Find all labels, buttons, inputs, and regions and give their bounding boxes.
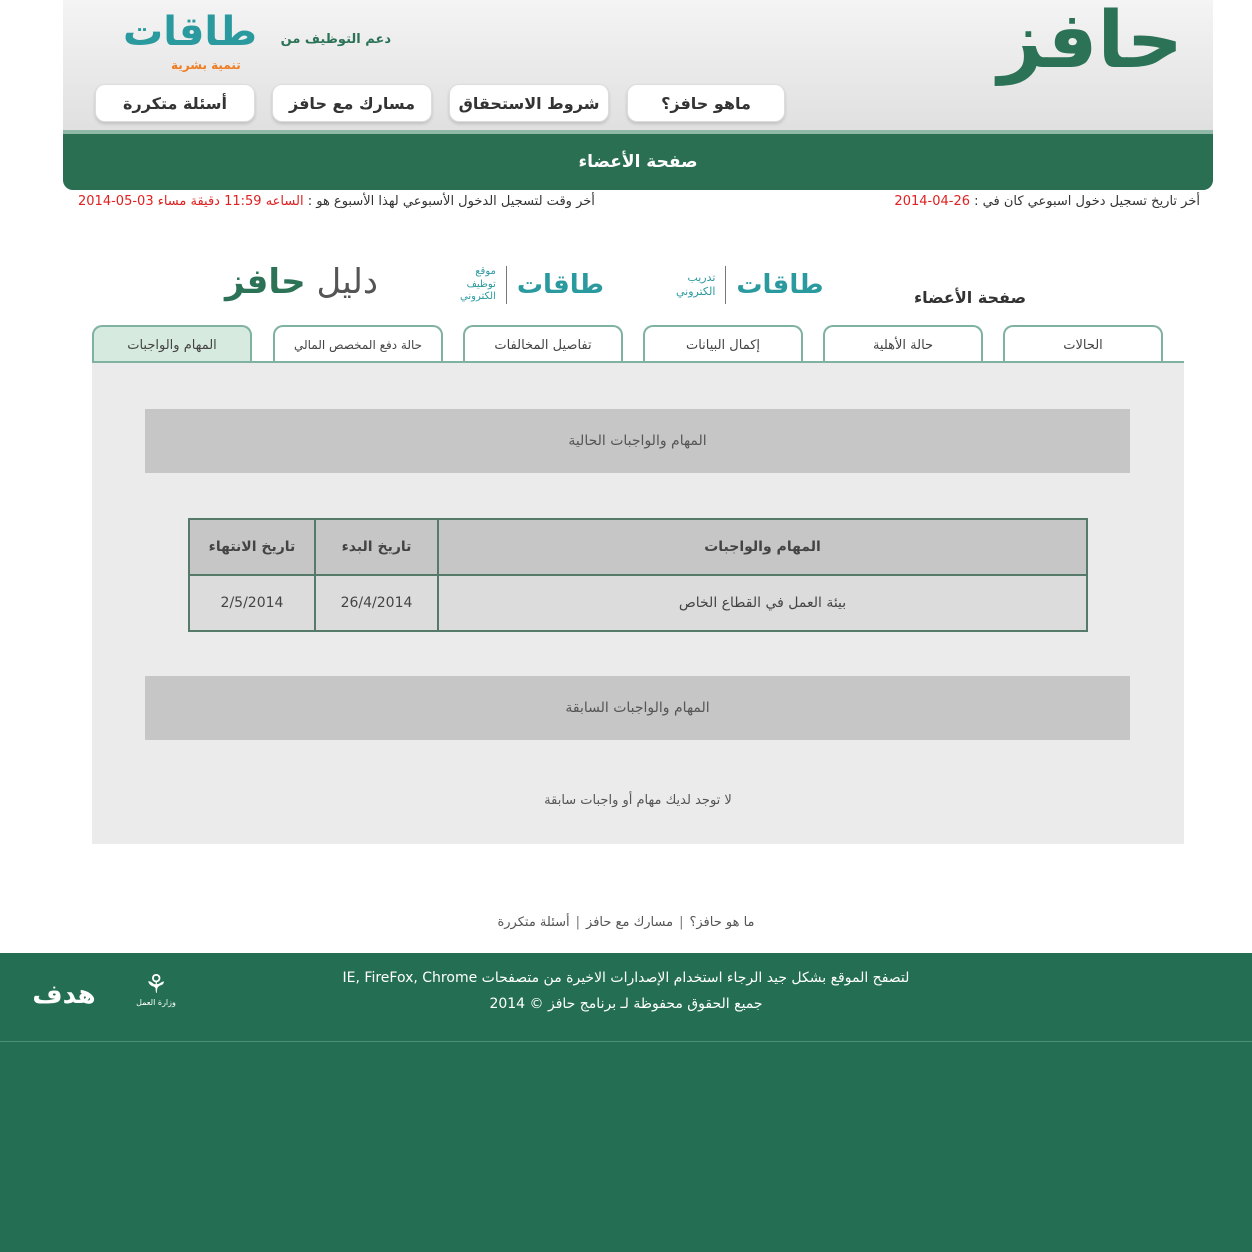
cell-start-date: 26/4/2014 [315, 575, 438, 631]
taqat-jobs-desc [460, 266, 496, 304]
col-header-end-date: تاريخ الانتهاء [189, 519, 315, 575]
last-weekly-login [894, 194, 1200, 209]
nav-your-path[interactable]: مسارك مع حافز [272, 84, 432, 122]
previous-tasks-title: المهام والواجبات السابقة [565, 700, 710, 716]
jobs-desc-line-3: الكتروني [460, 291, 496, 303]
nav-what-is-hafiz[interactable]: ماهو حافز؟ [627, 84, 785, 122]
member-page-title: صفحة الأعضاء [913, 288, 1027, 307]
footer-links [0, 915, 1252, 930]
last-weekly-login-label: أخر تاريخ تسجيل دخول اسبوعي كان في : [974, 194, 1200, 209]
weekly-login-deadline-label: أخر وقت لتسجيل الدخول الأسبوعي لهذا الأسبوع هو : [307, 194, 595, 209]
link-separator: | [575, 915, 581, 930]
link-separator: | [679, 915, 684, 930]
cell-end-date: 2/5/2014 [189, 575, 315, 631]
taqat-training-desc [676, 271, 715, 299]
tasks-panel [92, 363, 1184, 844]
tab-cases[interactable]: الحالات [1003, 325, 1163, 363]
training-desc-line-1: تدريب [687, 271, 716, 285]
taqat-support-text: دعم التوظيف من [280, 32, 391, 47]
current-tasks-title: المهام والواجبات الحالية [568, 433, 707, 449]
taqat-training-logo[interactable] [676, 262, 824, 308]
copyright: جميع الحقوق محفوظة لـ برنامج حافز © 2014 [489, 996, 763, 1012]
hafiz-guide-logo[interactable] [225, 262, 378, 302]
current-tasks-table [188, 518, 1088, 632]
tab-payment-status[interactable]: حالة دفع المخصص المالي [273, 325, 443, 363]
nav-eligibility-conditions[interactable]: شروط الاستحقاق [449, 84, 609, 122]
logo-divider [506, 266, 507, 304]
page-title: صفحة الأعضاء [578, 152, 698, 172]
page-title-bar [63, 130, 1213, 190]
taqat-logo[interactable] [121, 8, 391, 80]
cell-task[interactable]: بيئة العمل في القطاع الخاص [438, 575, 1087, 631]
tab-tasks[interactable]: المهام والواجبات [92, 325, 252, 363]
footer-link-faq[interactable]: أسئلة متكررة [497, 915, 570, 930]
training-desc-line-2: الكتروني [676, 285, 716, 298]
tab-eligibility-status[interactable]: حالة الأهلية [823, 325, 983, 363]
col-header-task: المهام والواجبات [438, 519, 1087, 575]
taqat-training-wordmark: طاقات [736, 270, 824, 300]
logo-divider [725, 266, 726, 304]
tab-complete-data[interactable]: إكمال البيانات [643, 325, 803, 363]
col-header-start-date: تاريخ البدء [315, 519, 438, 575]
table-row[interactable] [189, 575, 1087, 631]
current-tasks-header [145, 409, 1130, 473]
last-weekly-login-date: 26-04-2014 [894, 194, 971, 209]
taqat-jobs-logo[interactable] [460, 262, 604, 308]
hadaf-logo-text: هدف [32, 980, 96, 1010]
footer-link-what-is-hafiz[interactable]: ما هو حافز؟ [689, 915, 755, 930]
table-header-row [189, 519, 1087, 575]
jobs-desc-line-2: توظيف [466, 278, 496, 290]
ministry-of-labor-logo[interactable] [116, 972, 196, 1008]
footer-link-your-path[interactable]: مسارك مع حافز [586, 915, 674, 930]
previous-tasks-header [145, 676, 1130, 740]
tab-violations[interactable]: تفاصيل المخالفات [463, 325, 623, 363]
browser-note: لتصفح الموقع بشكل جيد الرجاء استخدام الإصدارات الاخيرة من متصفحات IE, FireFox, Chrome [342, 970, 910, 986]
no-previous-tasks-message: لا توجد لديك مهام أو واجبات سابقة [544, 793, 732, 808]
site-header [63, 0, 1213, 190]
guide-hafiz-word: حافز [225, 262, 306, 302]
taqat-wordmark [123, 9, 258, 55]
taqat-wordmark-text: طاقات [123, 9, 258, 55]
nav-faq[interactable]: أسئلة متكررة [95, 84, 255, 122]
guide-word: دليل [316, 262, 379, 302]
ministry-logo-text: وزارة العمل [136, 998, 176, 1007]
palm-tree-icon: ⚘ [144, 970, 168, 1000]
weekly-login-deadline [78, 194, 595, 209]
taqat-jobs-wordmark: طاقات [516, 270, 605, 300]
hafiz-logo[interactable]: حافز [997, 0, 1183, 86]
jobs-desc-line-1: موقع [475, 266, 496, 278]
taqat-subtitle: تنمية بشرية [171, 58, 241, 72]
footer-divider [0, 1041, 1252, 1042]
hadaf-logo[interactable] [28, 982, 100, 1008]
weekly-login-deadline-value: الساعه 11:59 دقيقة مساء 03-05-2014 [78, 194, 304, 209]
